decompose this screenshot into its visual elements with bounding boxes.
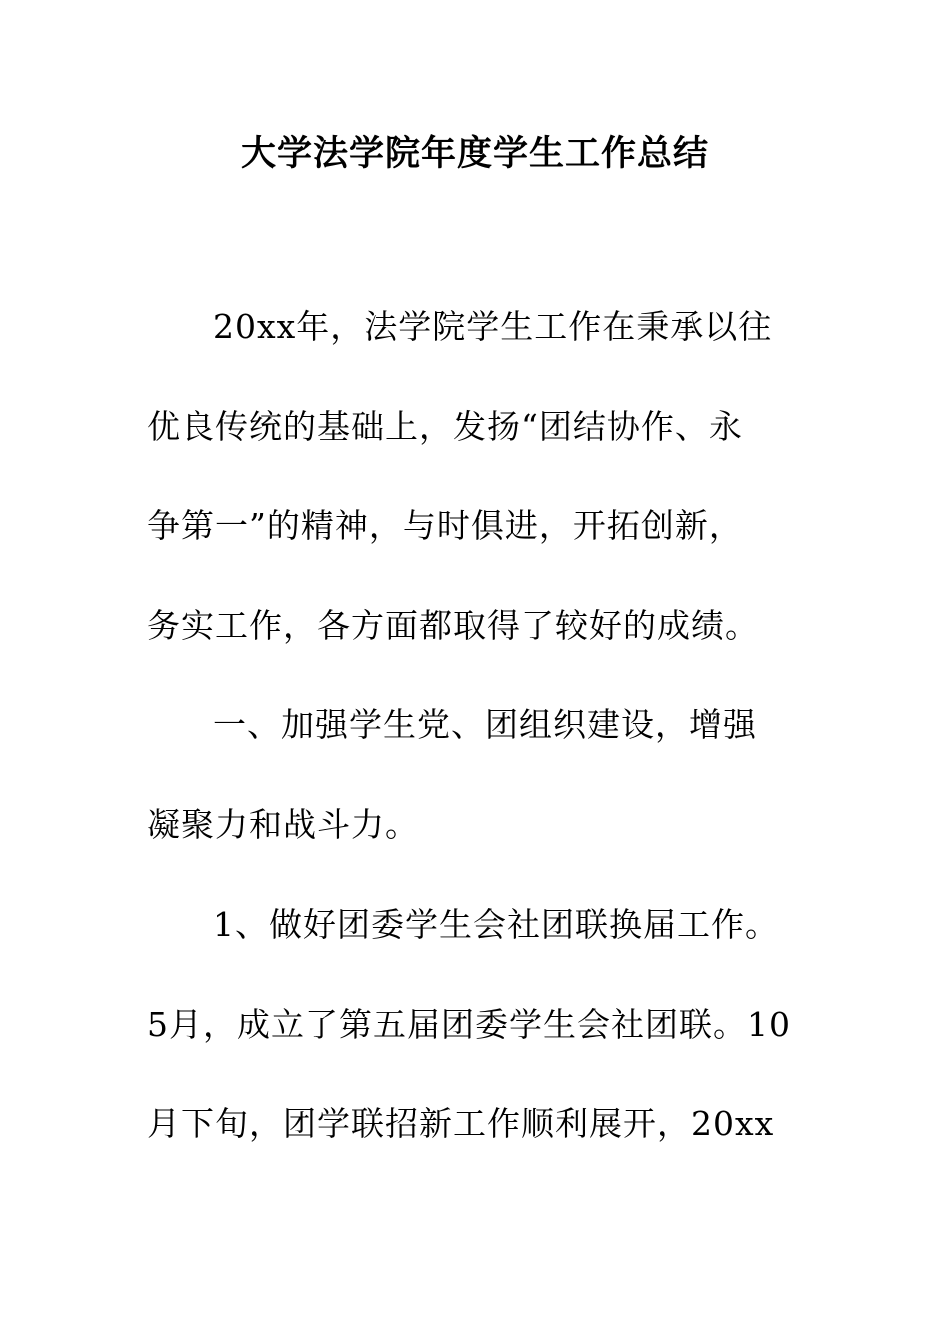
paragraph-line-1: 20xx年，法学院学生工作在秉承以往: [213, 307, 773, 346]
subsection-heading-1: 1、做好团委学生会社团联换届工作。: [213, 905, 779, 944]
section-heading-1: 一、加强学生党、团组织建设，增强: [213, 705, 757, 744]
document-title: 大学法学院年度学生工作总结: [240, 134, 709, 174]
paragraph-line-8: 5月，成立了第五届团委学生会社团联。10: [147, 1005, 791, 1044]
paragraph-line-4: 务实工作，各方面都取得了较好的成绩。: [147, 606, 759, 645]
paragraph-line-3: 争第一”的精神，与时俱进，开拓创新，: [147, 506, 743, 545]
section-heading-1-continued: 凝聚力和战斗力。: [147, 805, 419, 844]
paragraph-line-9: 月下旬，团学联招新工作顺利展开，20xx: [147, 1104, 775, 1143]
paragraph-line-2: 优良传统的基础上，发扬“团结协作、永: [147, 407, 743, 446]
